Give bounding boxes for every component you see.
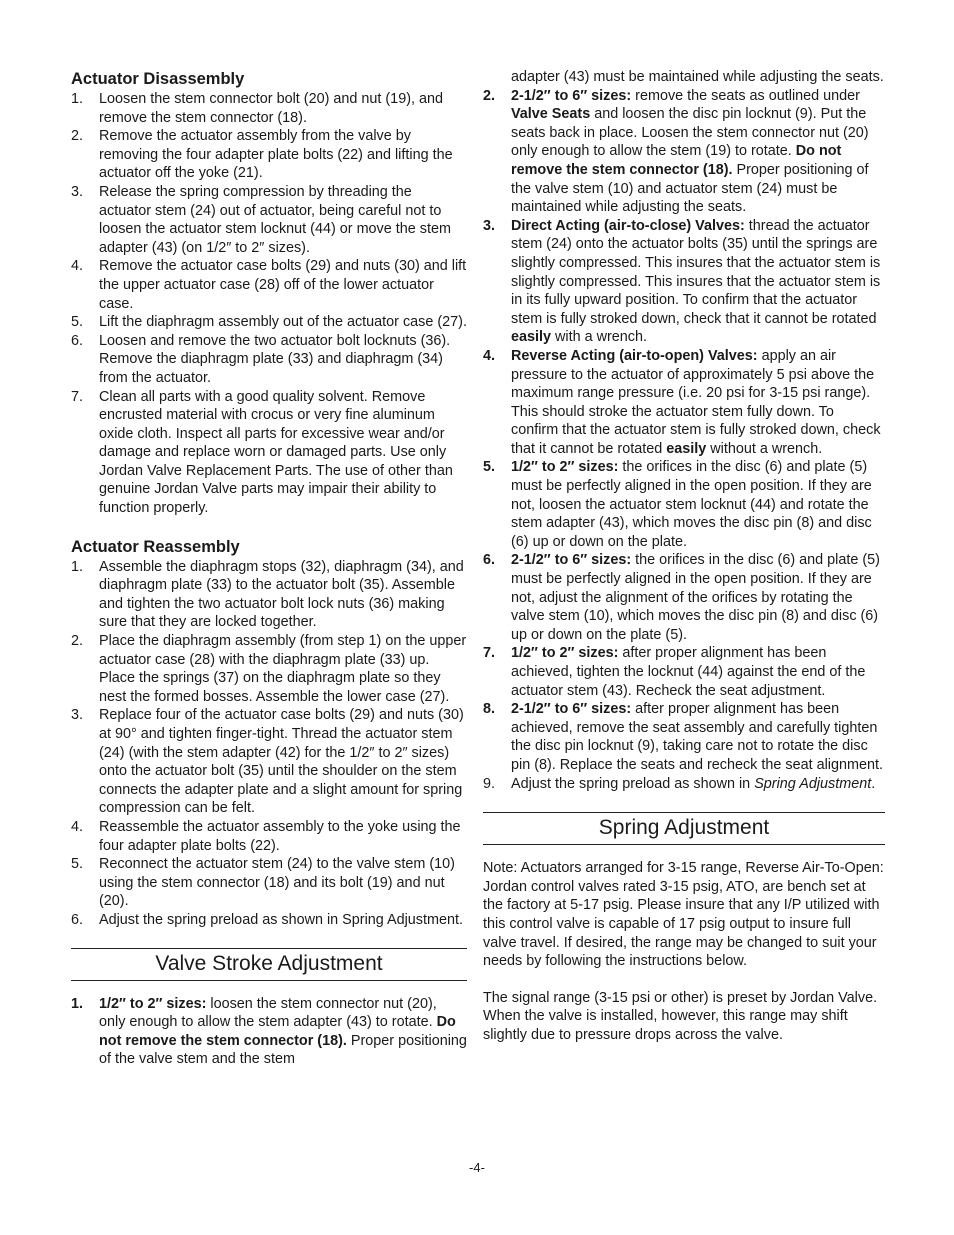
right-column xyxy=(483,68,885,1045)
item-text: Assemble the diaphragm stops (32), diaphragm (34), and diaphragm plate (33) to the actuator bolt (35). Assemble and tighten the two actuator bolt lock nuts (36) making sure that they are locked together. xyxy=(99,558,464,631)
item-text: Lift the diaphragm assembly out of the actuator case (27). xyxy=(99,314,467,331)
item-emphasis: easily xyxy=(666,440,707,457)
item-text: . xyxy=(871,775,876,792)
item-number: 7. xyxy=(71,388,84,405)
signal-range-paragraph: The signal range (3-15 psi or other) is preset by Jordan Valve. When the valve is installed, however, this range may shift slightly due to pressure drops across the valve. xyxy=(483,989,878,1043)
item-text: with a wrench. xyxy=(551,329,647,346)
item-text: adapter (43) must be maintained while adjusting the seats. xyxy=(511,69,884,85)
item-lead: 1/2″ to 2″ sizes: xyxy=(511,459,619,476)
list-item xyxy=(71,911,467,930)
list-item xyxy=(483,87,885,217)
item-text: after proper alignment has been achieved, remove the seat assembly and carefully tighten the disc pin locknut (9), taking care not to rotate the disc pin (8). Replace the seats and recheck the seat alignment. xyxy=(511,701,883,773)
spring-adjustment-heading: Spring Adjustment xyxy=(483,812,885,845)
item-number: 4. xyxy=(483,347,496,364)
item-text: the orifices in the disc (6) and plate (5) must be perfectly aligned in the open position. If they are not, adjust the alignment of the orifices by rotating the valve stem (10), which moves the disc pin (8) and disc (6) up or down on the plate (5). xyxy=(511,552,880,643)
stroke-list-continued xyxy=(483,68,885,793)
item-number: 6. xyxy=(71,332,84,349)
item-text: Replace four of the actuator case bolts (29) and nuts (30) at 90° and tighten finger-tight. Thread the actuator stem (24) (with the stem adapter (42) for the 1/2″ to 2″ sizes) onto the actuator bolt (35) until the shoulder on the stem connects the adapter plate and a slight amount for spring compression can be felt. xyxy=(99,707,464,817)
item-number: 8. xyxy=(483,701,496,718)
disassembly-list xyxy=(71,90,467,518)
list-item xyxy=(483,347,885,459)
stroke-list xyxy=(71,995,467,1069)
item-number: 4. xyxy=(71,818,84,835)
list-item xyxy=(483,217,885,347)
item-number: 3. xyxy=(71,707,84,724)
item-lead: 2-1/2″ to 6″ sizes: xyxy=(511,701,632,718)
list-item xyxy=(483,551,885,644)
item-lead: 1/2″ to 2″ sizes: xyxy=(511,645,619,662)
left-column xyxy=(71,68,467,1069)
item-number: 5. xyxy=(483,459,496,476)
actuator-reassembly-heading: Actuator Reassembly xyxy=(71,537,240,556)
item-text: apply an air pressure to the actuator of approximately 5 psi above the maximum range pressure (i.e. 20 psi for 3-15 psi range). This should stroke the actuator stem fully down. To confirm that the actuator stem is fully stroked down, check that it cannot be rotated xyxy=(511,347,881,457)
item-warning: Do not remove the stem connector (18). xyxy=(99,1014,456,1049)
list-item xyxy=(71,855,467,911)
list-item xyxy=(483,775,885,794)
list-item xyxy=(71,90,467,127)
list-item xyxy=(71,706,467,818)
item-lead: 2-1/2″ to 6″ sizes: xyxy=(511,87,632,104)
item-text: the orifices in the disc (6) and plate (5) must be perfectly aligned in the open position. If they are not, loosen the actuator stem locknut (44) and rotate the stem adapter (43), which moves the disc pin (8) and disc (6) up or down on the plate. xyxy=(511,459,872,550)
item-text: and loosen the disc pin locknut (9). Put the seats back in place. Loosen the stem connector nut (20) only enough to allow the stem (19) to rotate. xyxy=(511,106,869,160)
item-number: 5. xyxy=(71,314,84,331)
item-number: 2. xyxy=(71,128,84,145)
list-item xyxy=(483,68,885,87)
item-number: 7. xyxy=(483,645,496,662)
item-text: Clean all parts with a good quality solvent. Remove encrusted material with crocus or very fine aluminum oxide cloth. Inspect all parts for excessive wear and/or damage and replace worn or damaged parts. Use only Jordan Valve Replacement Parts. The use of other than genuine Jordan Valve parts may impair their ability to function properly. xyxy=(99,388,453,517)
list-item xyxy=(71,257,467,313)
item-lead: 1/2″ to 2″ sizes: xyxy=(99,995,207,1012)
list-item xyxy=(71,632,467,706)
item-text: after proper alignment has been achieved, tighten the locknut (44) against the end of the actuator stem (43). Recheck the seat adjustment. xyxy=(511,645,866,699)
item-ref: Valve Seats xyxy=(511,106,591,123)
item-number: 3. xyxy=(483,217,496,234)
item-lead: Direct Acting (air-to-close) Valves: xyxy=(511,217,745,234)
item-number: 2. xyxy=(483,87,496,104)
item-number: 6. xyxy=(483,552,496,569)
item-text: thread the actuator stem (24) onto the actuator bolts (35) until the springs are slightly compressed. This insures that the actuator stem is slightly compressed. This insures that the actuator stem is in its fully upward position. To confirm that the actuator stem is fully stroked down, check that it cannot be rotated xyxy=(511,217,881,327)
item-number: 1. xyxy=(71,995,84,1012)
item-lead: Reverse Acting (air-to-open) Valves: xyxy=(511,347,758,364)
item-text: Place the diaphragm assembly (from step 1) on the upper actuator case (28) with the diaphragm plate (33) up. Place the springs (37) on the diaphragm plate so they nest the formed bosses. Assemble the lower case (27). xyxy=(99,633,467,705)
list-item xyxy=(483,458,885,551)
item-text: without a wrench. xyxy=(706,440,823,457)
list-item xyxy=(71,313,467,332)
list-item xyxy=(483,700,885,774)
item-text: Loosen and remove the two actuator bolt locknuts (36). Remove the diaphragm plate (33) and diaphragm (34) from the actuator. xyxy=(99,332,451,386)
item-number: 3. xyxy=(71,183,84,200)
actuator-disassembly-heading: Actuator Disassembly xyxy=(71,70,245,88)
item-text: Reassemble the actuator assembly to the yoke using the four adapter plate bolts (22). xyxy=(99,818,461,854)
item-text: Release the spring compression by threading the actuator stem (24) out of actuator, being careful not to loosen the actuator stem locknut (44) or move the stem adapter (43) (on 1/2″ to 2″ sizes). xyxy=(99,183,451,256)
item-number: 5. xyxy=(71,856,84,873)
item-text: Adjust the spring preload as shown in xyxy=(511,775,755,792)
item-warning: Do not remove the stem connector (18). xyxy=(511,143,842,178)
item-text: Remove the actuator assembly from the valve by removing the four adapter plate bolts (22) and lifting the actuator off the yoke (21). xyxy=(99,128,453,182)
item-text: loosen the stem connector nut (20), only enough to allow the stem adapter (43) to rotate. xyxy=(99,995,437,1031)
item-number: 1. xyxy=(71,91,84,107)
item-number: 9. xyxy=(483,775,496,792)
reassembly-list xyxy=(71,558,467,930)
item-emphasis: easily xyxy=(511,329,552,346)
page-number: -4- xyxy=(469,1160,485,1175)
valve-stroke-adjustment-heading: Valve Stroke Adjustment xyxy=(71,948,467,981)
item-lead: 2-1/2″ to 6″ sizes: xyxy=(511,552,632,569)
item-text: Proper positioning of the valve stem (10) and actuator stem (24) must be maintained while adjusting the seats. xyxy=(511,161,869,216)
list-item xyxy=(71,995,467,1069)
item-number: 6. xyxy=(71,911,84,928)
item-text: Proper positioning of the valve stem and the stem xyxy=(99,1032,467,1068)
item-text: Loosen the stem connector bolt (20) and nut (19), and remove the stem connector (18). xyxy=(99,91,443,126)
list-item xyxy=(483,644,885,700)
list-item xyxy=(71,558,467,632)
list-item xyxy=(71,183,467,257)
item-text: Adjust the spring preload as shown in Spring Adjustment. xyxy=(99,911,463,928)
list-item xyxy=(71,818,467,855)
spring-note-paragraph: Note: Actuators arranged for 3-15 range, Reverse Air-To-Open: Jordan control valves rated 3-15 psig, ATO, are bench set at the factory at 5-17 psig. Please insure that any I/P utilized with this control valve is capable of 17 psig output to insure full valve travel. If desired, the range may be changed to suit your needs by following the instructions below. xyxy=(483,860,884,970)
list-item xyxy=(71,332,467,388)
item-number: 1. xyxy=(71,558,84,575)
item-text: Remove the actuator case bolts (29) and nuts (30) and lift the upper actuator case (28) off of the lower actuator case. xyxy=(99,258,467,312)
item-number: 2. xyxy=(71,633,84,650)
item-text: remove the seats as outlined under xyxy=(631,87,860,104)
item-number: 4. xyxy=(71,258,84,275)
item-text: Reconnect the actuator stem (24) to the valve stem (10) using the stem connector (18) and its bolt (19) and nut (20). xyxy=(99,856,455,910)
list-item xyxy=(71,388,467,518)
list-item xyxy=(71,127,467,183)
item-ref: Spring Adjustment xyxy=(754,775,872,792)
